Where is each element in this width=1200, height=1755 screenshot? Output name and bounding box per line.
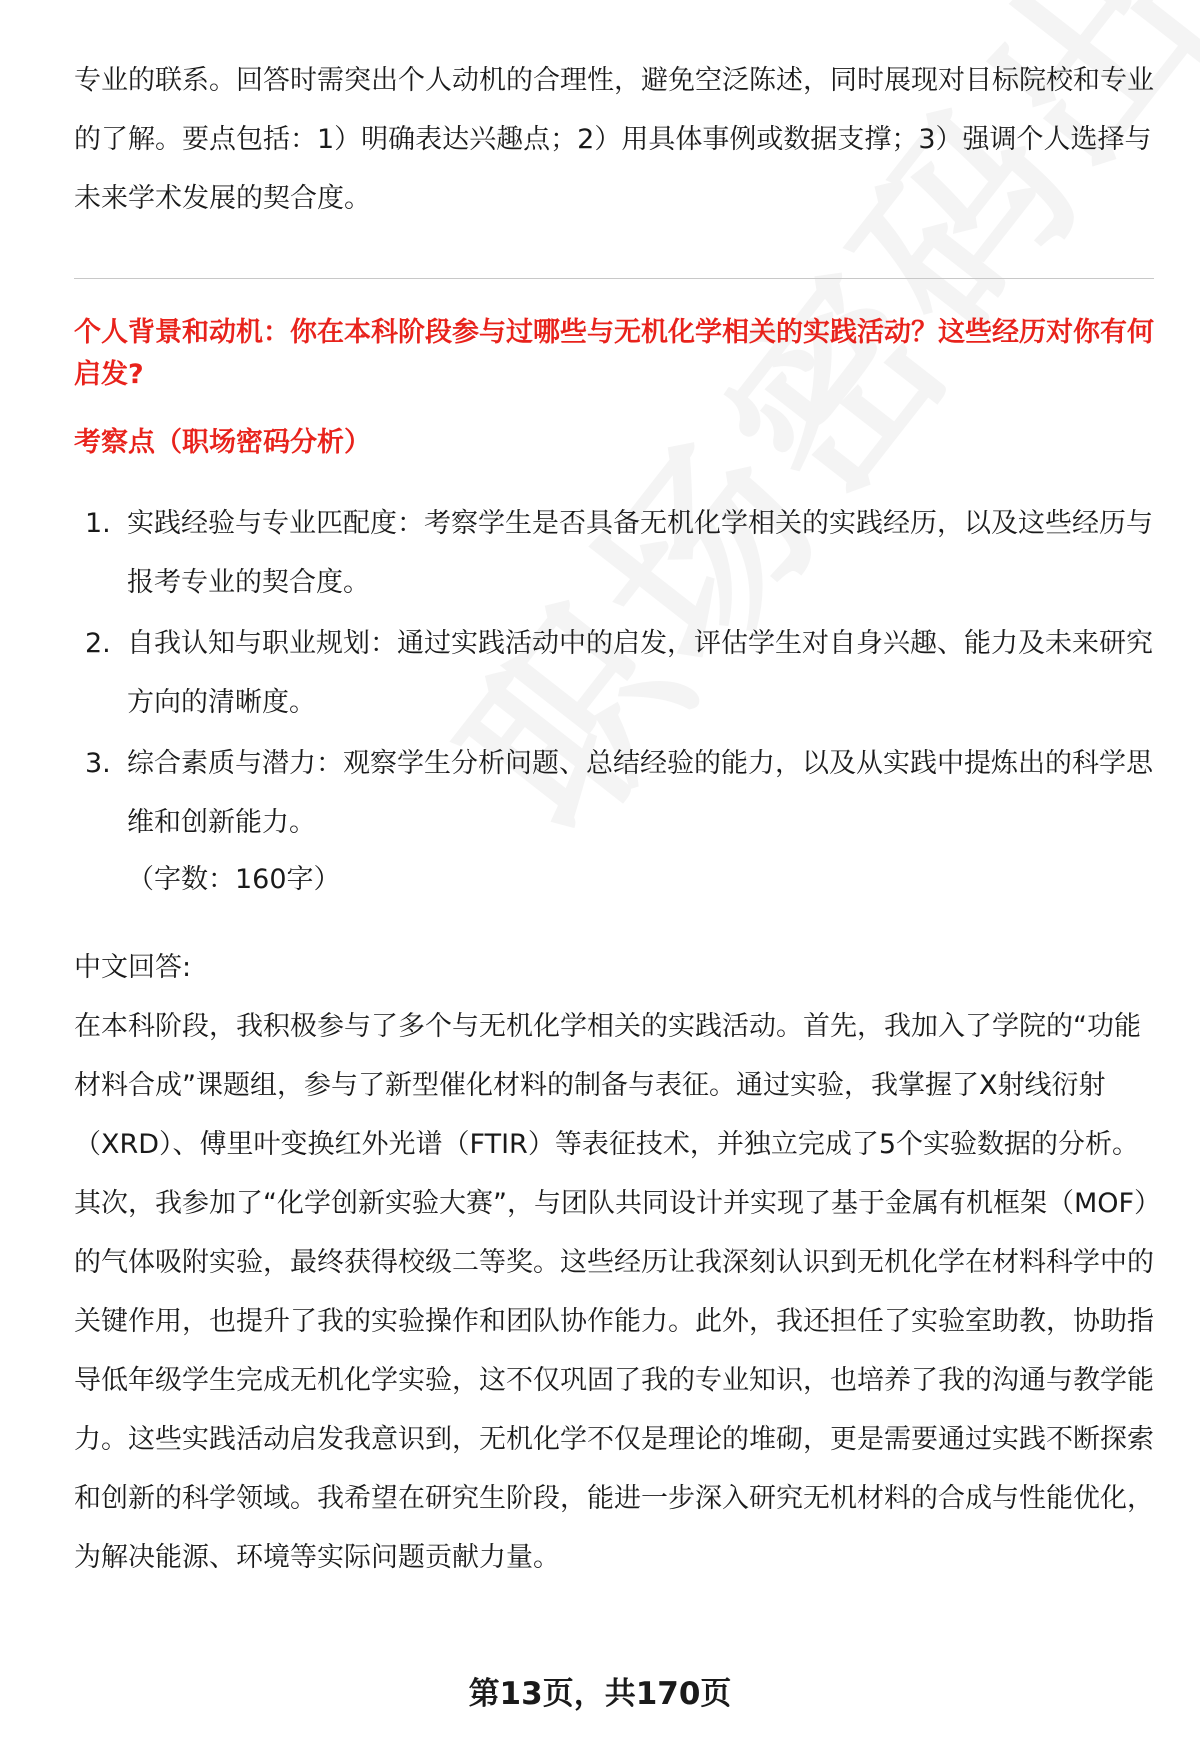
list-item-number: 1. [85,508,111,539]
page-number-footer: 第13页，共170页 [468,1676,732,1712]
list-item [74,614,1154,732]
word-count: （字数：160字） [127,864,341,895]
list-item [74,734,1154,852]
section-divider [74,278,1154,279]
intro-paragraph: 专业的联系。回答时需突出个人动机的合理性，避免空泛陈述，同时展现对目标院校和专业的了解。要点包括：1）明确表达兴趣点；2）用具体事例或数据支撑；3）强调个人选择与未来学术发展的契合度。 [74,65,1154,214]
list-item-number: 3. [85,748,111,779]
question-heading: 个人背景和动机：你在本科阶段参与过哪些与无机化学相关的实践活动？这些经历对你有何启发? [74,317,1154,390]
exam-points-heading: 考察点（职场密码分析） [74,427,371,458]
list-item-text: 综合素质与潜力：观察学生分析问题、总结经验的能力，以及从实践中提炼出的科学思维和创新能力。 [127,748,1153,838]
list-item-text: 实践经验与专业匹配度：考察学生是否具备无机化学相关的实践经历，以及这些经历与报考专业的契合度。 [127,508,1153,598]
list-item-number: 2. [85,628,111,659]
list-item [74,494,1154,612]
exam-points-list [74,494,1154,854]
list-item-text: 自我认知与职业规划：通过实践活动中的启发，评估学生对自身兴趣、能力及未来研究方向的清晰度。 [127,628,1153,718]
answer-paragraph: 在本科阶段，我积极参与了多个与无机化学相关的实践活动。首先，我加入了学院的“功能材料合成”课题组，参与了新型催化材料的制备与表征。通过实验，我掌握了X射线衍射（XRD）、傅里叶变换红外光谱（FTIR）等表征技术，并独立完成了5个实验数据的分析。其次，我参加了“化学创新实验大赛”，与团队共同设计并实现了基于金属有机框架（MOF）的气体吸附实验，最终获得校级二等奖。这些经历让我深刻认识到无机化学在材料科学中的关键作用，也提升了我的实验操作和团队协作能力。此外，我还担任了实验室助教，协助指导低年级学生完成无机化学实验，这不仅巩固了我的专业知识，也培养了我的沟通与教学能力。这些实践活动启发我意识到，无机化学不仅是理论的堆砌，更是需要通过实践不断探索和创新的科学领域。我希望在研究生阶段，能进一步深入研究无机材料的合成与性能优化，为解决能源、环境等实际问题贡献力量。 [74,1011,1154,1573]
answer-label: 中文回答: [74,952,192,983]
